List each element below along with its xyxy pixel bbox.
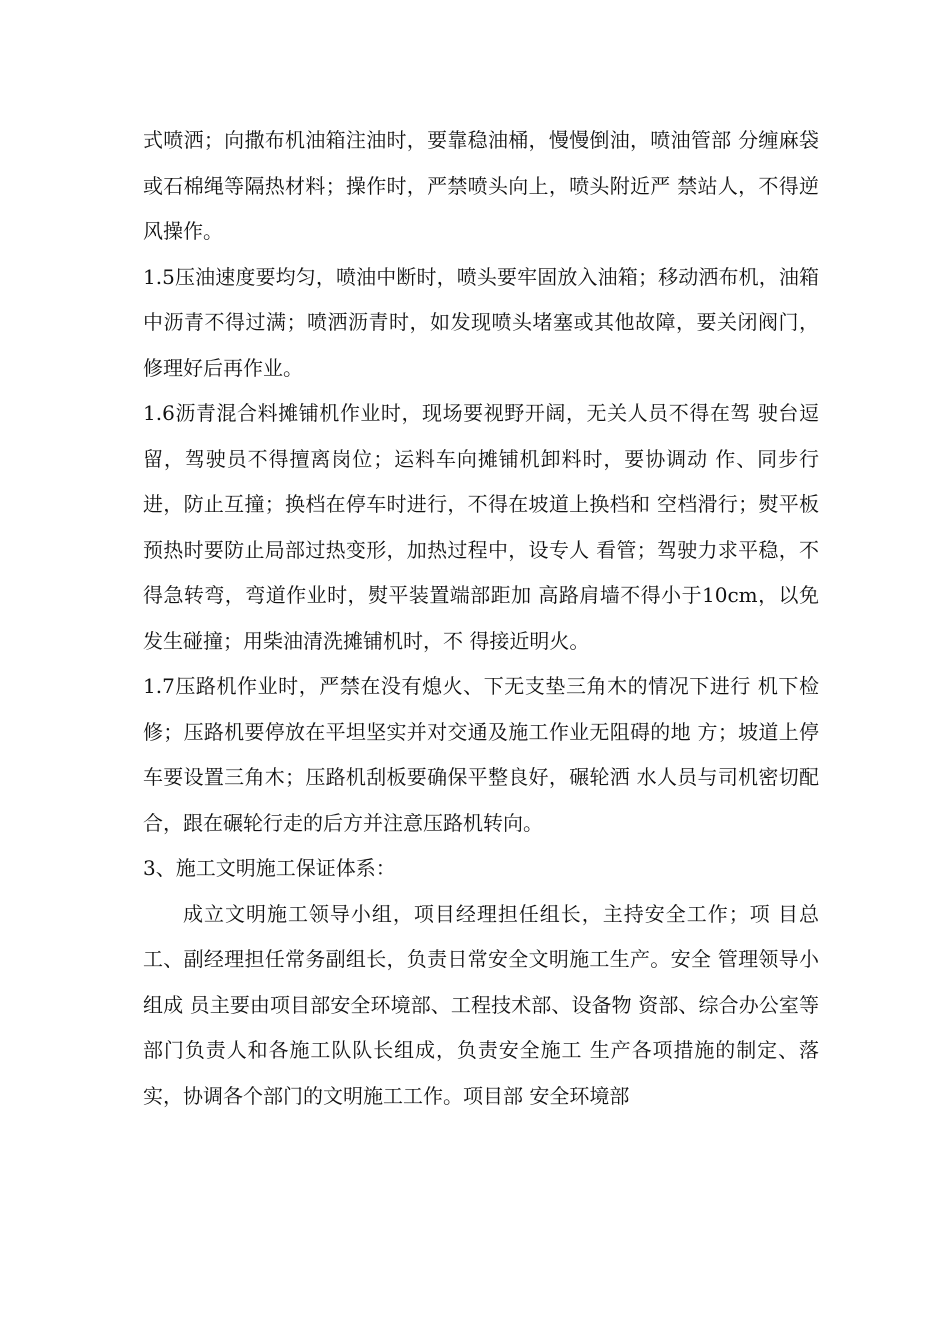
paragraph-1-6-paver: 1.6沥青混合料摊铺机作业时，现场要视野开阔，无关人员不得在驾 驶台逗留，驾驶员不得擅离岗位；运料车向摊铺机卸料时，要协调动 作、同步行进，防止互撞；换档在停车时进行，不得在坡道上换档和 空档滑行；熨平板预热时要防止局部过热变形，加热过程中，设专人 看管；驾驶力求平稳，不得急转弯，弯道作业时，熨平装置端部距加 高路肩墙不得小于10cm，以免发生碰撞；用柴油清洗摊铺机时，不 得接近明火。 [143, 401, 819, 653]
paragraph-1-5-oil-pressure: 1.5压油速度要均匀，喷油中断时，喷头要牢固放入油箱；移动洒布机，油箱中沥青不得过满；喷洒沥青时，如发现喷头堵塞或其他故障，要关闭阀门，修理好后再作业。 [143, 264, 819, 380]
paragraph-leadership-group: 成立文明施工领导小组，项目经理担任组长，主持安全工作；项 目总工、副经理担任常务副组长，负责日常安全文明施工生产。安全 管理领导小组成 员主要由项目部安全环境部、工程技术部、设备物 资部、综合办公室等部门负责人和各施工队队长组成，负责安全施工 生产各项措施的制定、落实，协调各个部门的文明施工工作。项目部 安全环境部 [143, 901, 819, 1108]
paragraph-asphalt-spraying: 式喷洒；向撒布机油箱注油时，要靠稳油桶，慢慢倒油，喷油管部 分缠麻袋或石棉绳等隔热材料；操作时，严禁喷头向上，喷头附近严 禁站人，不得逆风操作。 [143, 128, 819, 243]
section-heading-civilized-construction: 3、施工文明施工保证体系： [143, 856, 396, 880]
document-body [143, 118, 819, 1119]
paragraph-1-7-roller: 1.7压路机作业时，严禁在没有熄火、下无支垫三角木的情况下进行 机下检修；压路机要停放在平坦坚实并对交通及施工作业无阻碍的地 方；坡道上停车要设置三角木；压路机刮板要确保平整良好，碾轮洒 水人员与司机密切配合，跟在碾轮行走的后方并注意压路机转向。 [143, 674, 819, 835]
